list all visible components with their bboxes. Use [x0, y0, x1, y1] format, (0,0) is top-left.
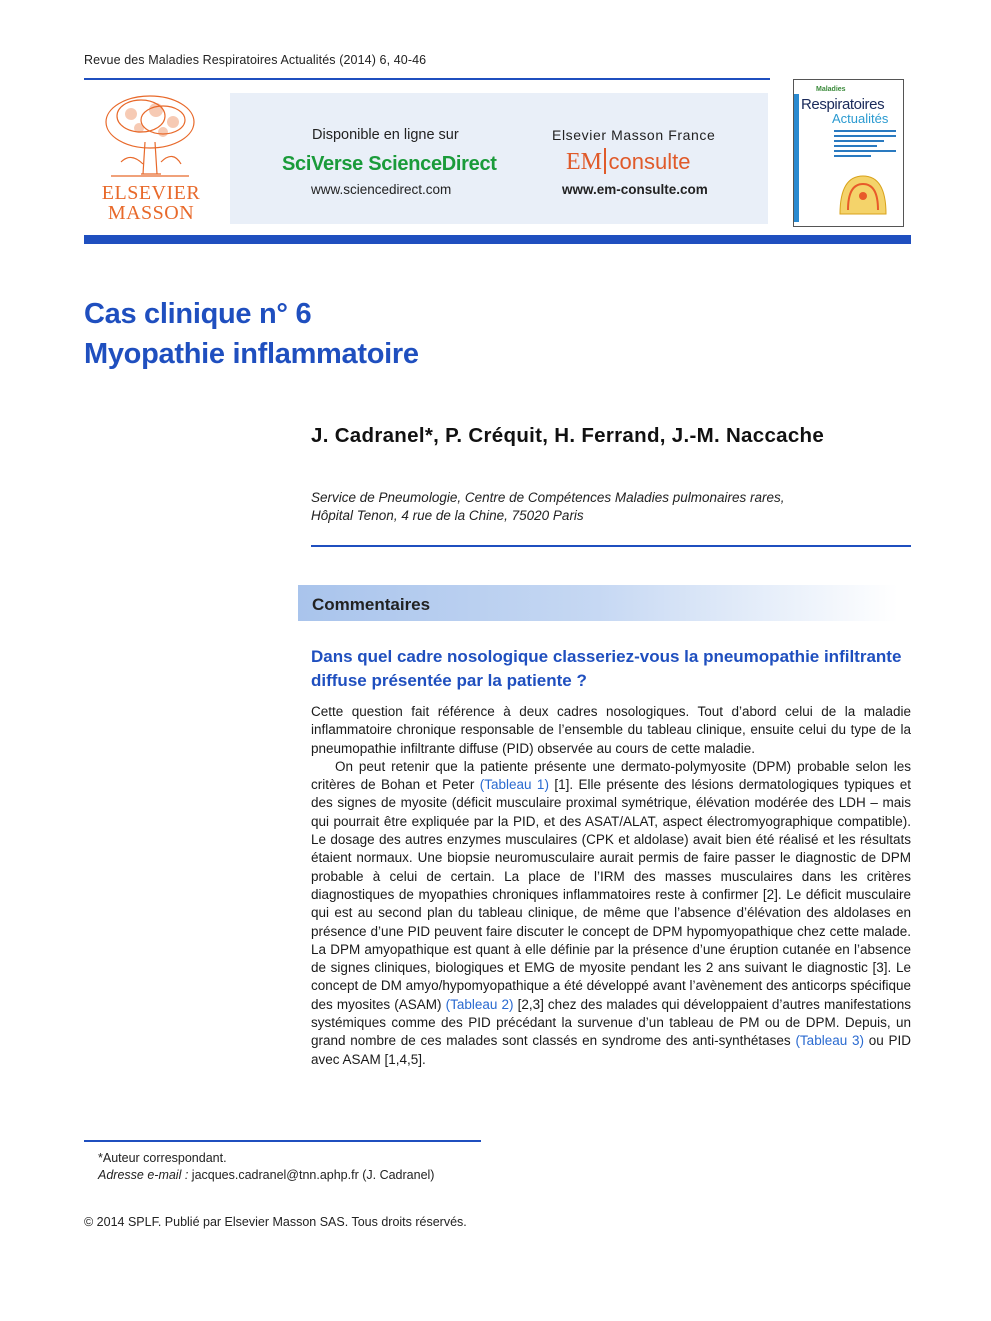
cover-maladies: Maladies — [816, 86, 846, 93]
masson-wordmark: MASSON — [107, 202, 195, 224]
copyright: © 2014 SPLF. Publié par Elsevier Masson SAS. Tous droits réservés. — [84, 1215, 467, 1229]
affiliation-line-1: Service de Pneumologie, Centre de Compétences Maladies pulmonaires rares, — [311, 490, 785, 505]
affiliation — [311, 489, 785, 525]
footnote-email — [98, 1168, 434, 1182]
sciencedirect-url[interactable]: www.sciencedirect.com — [311, 182, 452, 197]
journal-reference: Revue des Maladies Respiratoires Actualités (2014) 6, 40-46 — [84, 53, 427, 67]
table-3-link[interactable]: (Tableau 3) — [795, 1033, 864, 1049]
table-2-link[interactable]: (Tableau 2) — [445, 996, 514, 1012]
cover-actualites: Actualités — [832, 111, 889, 126]
body-text — [311, 703, 911, 1069]
header-band — [84, 235, 911, 244]
emconsulte-logo — [566, 148, 690, 176]
emconsulte-url[interactable]: www.em-consulte.com — [562, 182, 708, 197]
tree-icon — [101, 92, 199, 180]
paragraph-2: On peut retenir que la patiente présente une dermato-polymyosite (DPM) probable selon les critères de Bohan et Peter (Tableau 1) [1]. Elle présente des lésions dermatologiques typiques et des signes de myosite (déficit musculaire proximal symétrique, élévation modérée des LDH – mais qui pourrait être expliquée par la PID, et des ASAT/ALAT, aspect électromyographique compatible). Le dosage des autres enzymes musculaires (CPK et aldolase) avait bien été réalisé et les résultats étaient normaux. Une biopsie neuromusculaire aurait permis de faire passer le diagnostic de DPM probable à celui de certain. La place de l’IRM des masses musculaires dans les critères diagnostiques de myopathies chroniques inflammatoires reste à confirmer [2]. Le déficit musculaire qui est au second plan du tableau clinique, de même que l’absence d’élévation des aldolases en présence d’une PID peuvent faire discuter le concept de DPM hypomyopathique chez cette malade. La DPM amyopathique est quant à elle définie par la présence d’une éruption cutanée en l’absence de signes cliniques, biologiques et EMG de myosite pendant les 2 ans suivant le diagnostic [3]. Le concept de DM amyo/hypomyopathique a été développé avant l’avènement des anticorps spécifique des myosites (ASAM) (Tableau 2) [2,3] chez des malades qui développaient d’autres manifestations systémiques comme des PID précédant la survenue d’un tableau de PM ou de DPM. Depuis, un grand nombre de ces malades sont classés en syndrome des anti-synthétases (Tableau 3) ou PID avec ASAM [1,4,5]. — [311, 758, 911, 1067]
publisher-name: Elsevier Masson France — [552, 127, 716, 143]
paragraph-1: Cette question fait référence à deux cadres nosologiques. Tout d’abord celui de la maladie inflammatoire chronique responsable de l’ensemble du tableau clinique, ensuite celui du type de la pneumopathie infiltrante diffuse (PID) observée au cours de cette maladie. — [311, 704, 911, 756]
journal-cover — [793, 79, 904, 227]
affiliation-rule — [311, 545, 911, 547]
title-line-1: Cas clinique n° 6 — [84, 298, 312, 330]
consulte-text: consulte — [608, 149, 691, 174]
question-heading: Dans quel cadre nosologique classeriez-vous la pneumopathie infiltrante diffuse présentée par la patiente ? — [311, 647, 902, 690]
sciverse-logo: SciVerse ScienceDirect — [282, 153, 497, 175]
title-line-2: Myopathie inflammatoire — [84, 338, 419, 370]
article-title — [84, 294, 419, 374]
footnote-rule — [84, 1140, 481, 1142]
header-rule — [84, 78, 770, 80]
affiliation-line-2: Hôpital Tenon, 4 rue de la Chine, 75020 Paris — [311, 508, 584, 523]
footnote-corresponding: *Auteur correspondant. — [98, 1151, 227, 1165]
authors: J. Cadranel*, P. Créquit, H. Ferrand, J.-M. Naccache — [311, 424, 825, 447]
elsevier-wordmark: ELSEVIER — [101, 182, 201, 204]
section-heading: Commentaires — [312, 595, 431, 614]
email-value[interactable]: jacques.cadranel@tnn.aphp.fr (J. Cadranel) — [188, 1168, 435, 1182]
em-text: EM — [566, 149, 602, 175]
email-label: Adresse e-mail : — [98, 1168, 189, 1182]
cover-figure-icon — [834, 170, 892, 218]
table-1-link[interactable]: (Tableau 1) — [479, 777, 549, 793]
online-label: Disponible en ligne sur — [312, 127, 459, 143]
cover-respiratoires: Respiratoires — [801, 96, 885, 113]
elsevier-logo — [95, 92, 207, 224]
